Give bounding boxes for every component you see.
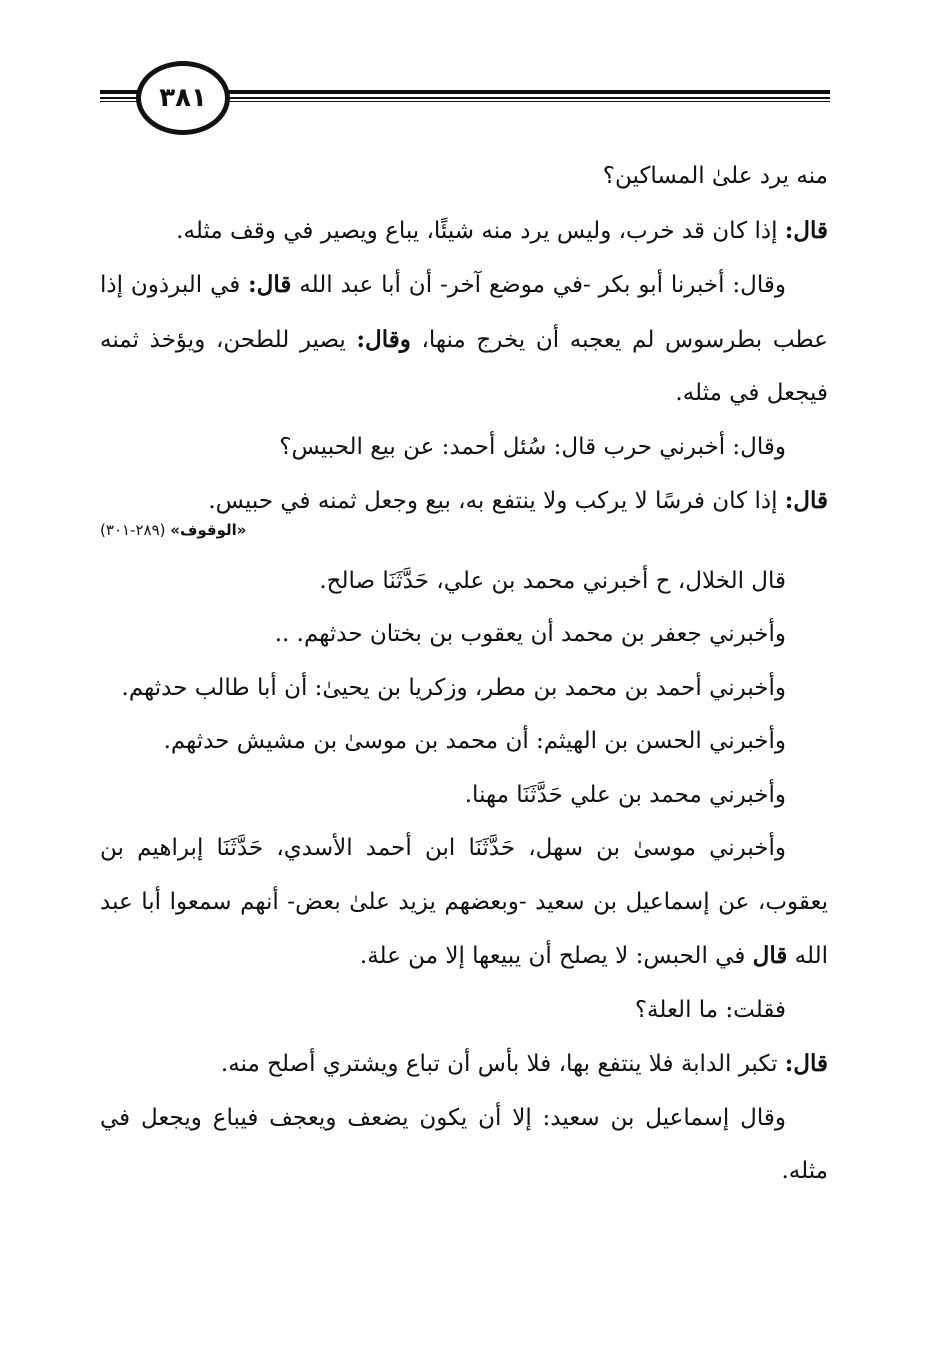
paragraph — [100, 258, 828, 421]
page-number-badge — [136, 61, 230, 135]
speaker-label: قال: — [248, 271, 292, 298]
speaker-label: وقال: — [356, 325, 411, 353]
source-range: (٢٨٩-٣٠١) — [100, 520, 166, 539]
speaker-label: قال: — [784, 216, 828, 244]
paragraph-text: تكبر الدابة فلا ينتفع بها، فلا بأس أن تباع ويشتري أصلح منه. — [220, 1051, 785, 1077]
speaker-label: قال: — [784, 1050, 828, 1077]
paragraph-text: إذا كان قد خرب، وليس يرد منه شيئًا، يباع ويصير في وقف مثله. — [176, 217, 785, 244]
paragraph-text: في البرذون إذا عطب بطرسوس لم يعجبه أن يخرج منها، — [100, 272, 828, 353]
paragraph — [100, 822, 828, 984]
paragraph-text: في الحبس: لا يصلح أن يبيعها إلا من علة. — [359, 943, 753, 969]
speaker-label: قال — [752, 942, 788, 969]
paragraph: منه يرد علىٰ المساكين؟ — [602, 163, 828, 189]
paragraph-text: يصير للطحن، ويؤخذ ثمنه فيجعل في مثله. — [100, 326, 828, 406]
paragraph: قال الخلال، ح أخبرني محمد بن علي، حَدَّثَنَا صالح. — [319, 567, 786, 594]
paragraph: وأخبرني جعفر بن محمد أن يعقوب بن بختان حدثهم. .. — [274, 621, 786, 647]
paragraph — [100, 204, 828, 259]
page-number: ٣٨١ — [159, 83, 207, 113]
paragraph: وأخبرني أحمد بن محمد بن مطر، وزكريا بن يحيىٰ: أن أبا طالب حدثهم. — [121, 674, 786, 701]
paragraph: فقلت: ما العلة؟ — [634, 996, 786, 1023]
paragraph: وأخبرني محمد بن علي حَدَّثَنَا مهنا. — [464, 781, 786, 808]
paragraph — [100, 1037, 828, 1092]
speaker-label: قال: — [784, 487, 828, 514]
paragraph-text: وأخبرني موسىٰ بن سهل، حَدَّثَنَا ابن أحمد الأسدي، حَدَّثَنَا إبراهيم بن يعقوب، عن إسماعيل بن سعيد -وبعضهم يزيد علىٰ بعض- أنهم سمعوا أبا عبد الله — [100, 835, 828, 969]
text-body — [100, 150, 828, 1199]
paragraph: وقال إسماعيل بن سعيد: إلا أن يكون يضعف ويعجف فيباع ويجعل في مثله. — [100, 1104, 828, 1184]
paragraph-text: وقال: أخبرنا أبو بكر -في موضع آخر- أن أبا عبد الله — [291, 272, 787, 298]
page-header — [100, 58, 830, 148]
paragraph: وأخبرني الحسن بن الهيثم: أن محمد بن موسىٰ بن مشيش حدثهم. — [163, 728, 786, 754]
source-title: «الوقوف» — [170, 520, 247, 539]
paragraph-text: إذا كان فرسًا لا يركب ولا ينتفع به، بيع وجعل ثمنه في حبيس. — [208, 488, 785, 514]
paragraph: وقال: أخبرني حرب قال: سُئل أحمد: عن بيع الحبيس؟ — [279, 433, 786, 460]
